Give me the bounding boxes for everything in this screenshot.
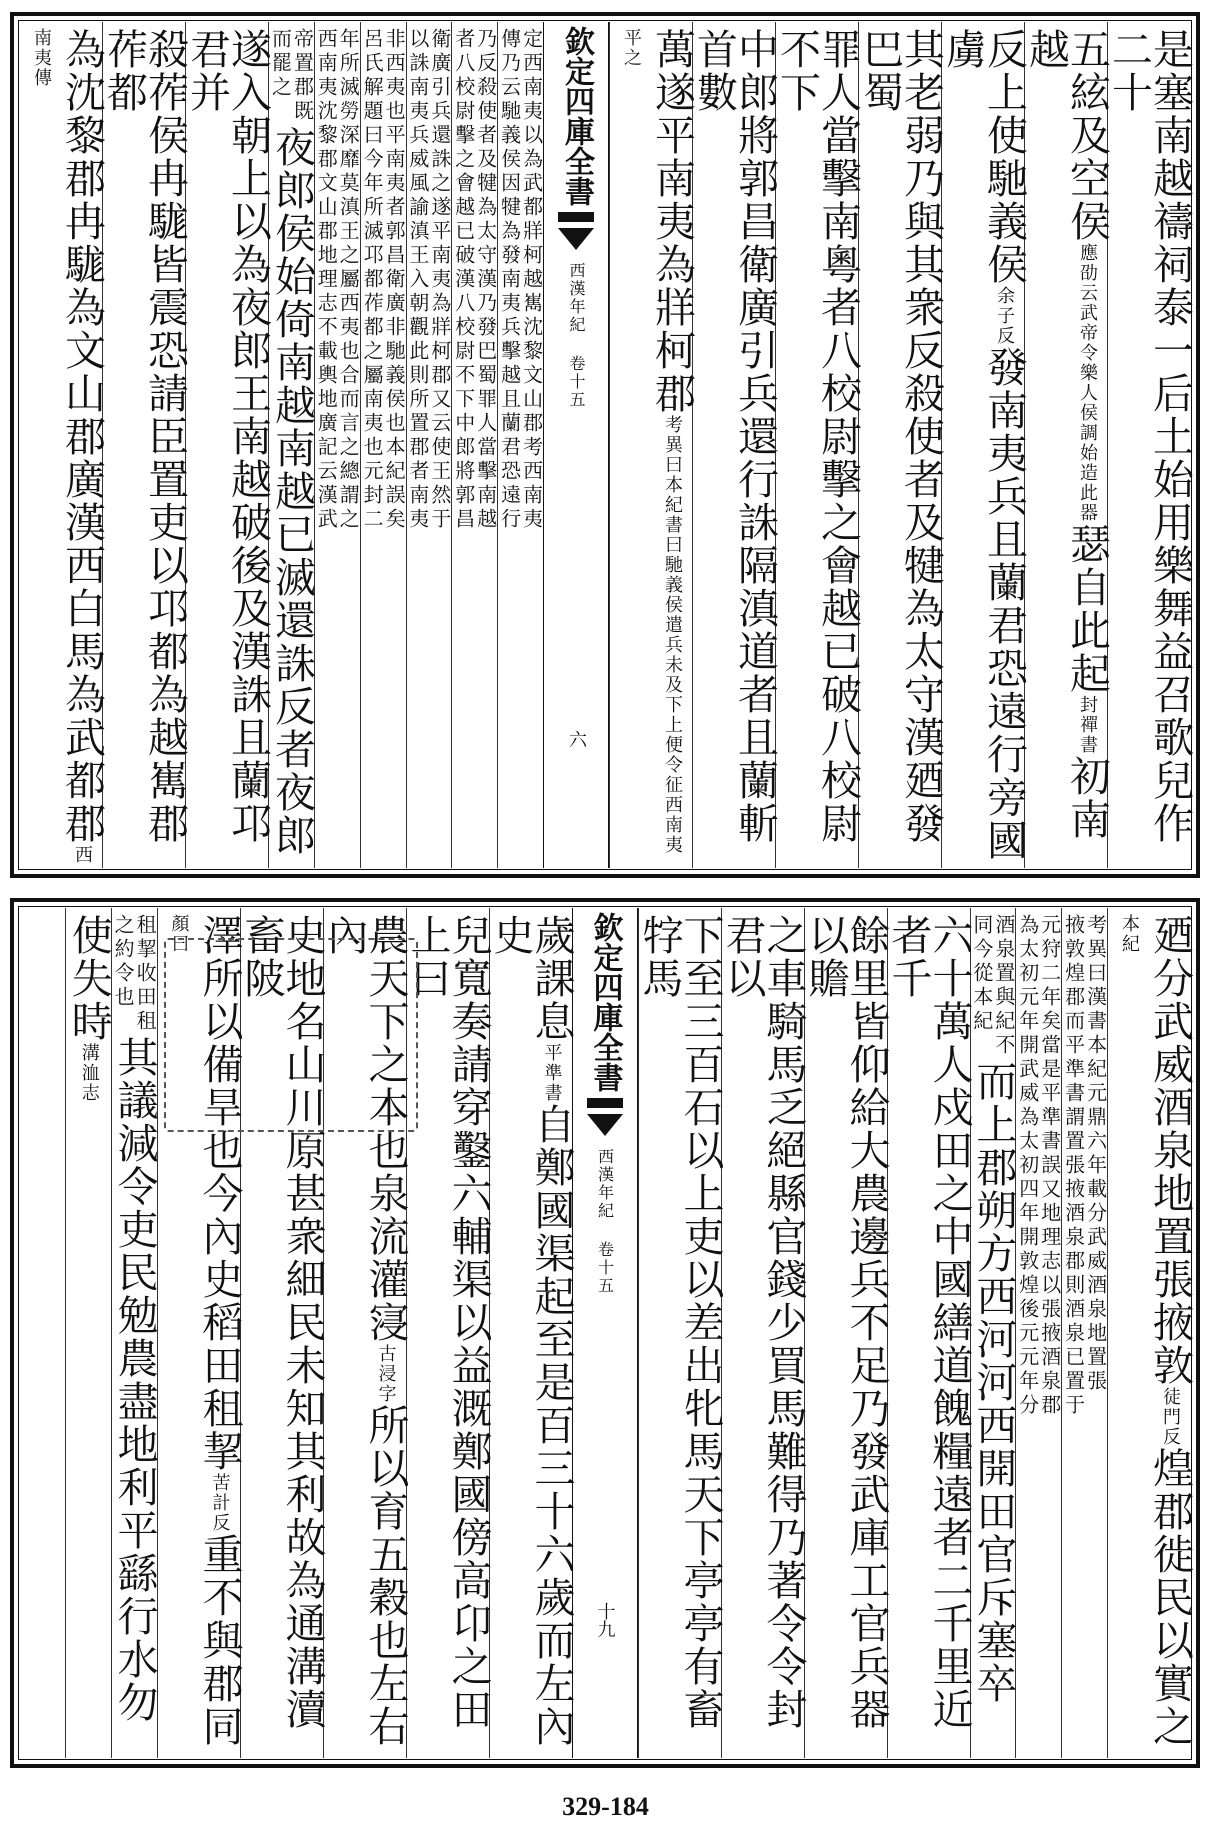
double-note: [268, 22, 315, 124]
lower-col-2: [1061, 908, 1107, 1758]
main-text: 農天下之本也泉流灌寖: [361, 914, 410, 1344]
note-line: 以誅南夷兵威風諭滇王入朝觀此則所置郡者南夷: [405, 28, 430, 532]
main-text: 自鄭國渠起至是百三十六歲而左內史: [486, 914, 576, 1748]
lower-col-3: [1015, 908, 1061, 1758]
text-column: 六十萬人戍田之中國繕道餽糧遠者二千里近者千: [884, 914, 974, 1731]
running-title: 欽定四庫全書: [587, 912, 623, 1092]
lower-col-1: [1107, 908, 1194, 1758]
note-line: 傳乃云馳義侯因犍為發南夷兵擊越且蘭君恐遠行: [497, 28, 522, 532]
main-text: 五絃及空侯: [1063, 28, 1111, 243]
annotation: 考異曰本紀書曰馳義侯遣兵未及下上便令征西南夷平之: [621, 28, 683, 855]
double-note: [1061, 908, 1108, 1758]
upper-col-16: [20, 22, 107, 868]
note-line: 者八校尉擊之會越已破漢八校尉不下中郎將郭昌: [451, 28, 476, 532]
text-column: [64, 908, 113, 1103]
note-line: 掖敦煌郡而平準書謂置張掖酒泉郡則酒泉已置于: [1061, 914, 1086, 1418]
double-note: [360, 22, 407, 868]
text-column: [486, 908, 576, 1758]
upper-page-frame: [10, 12, 1200, 878]
fishtail-mark: [587, 1114, 623, 1136]
upper-col-15: [100, 22, 190, 868]
text-column: [939, 22, 1028, 868]
main-text: 瑟自此起: [1063, 523, 1111, 695]
fold-bar: [587, 1098, 623, 1108]
annotation: 溝洫志: [78, 1043, 100, 1103]
main-text: 所以育五穀也左右內: [320, 914, 410, 1748]
lower-center-fold: [572, 908, 638, 1758]
note-line: 考異曰漢書本紀元鼎六年載分武威酒泉地置張: [1083, 914, 1108, 1394]
upper-col-4: [856, 22, 945, 868]
fishtail-mark: [558, 228, 594, 250]
text-column: 史地名山川原甚衆細民未知其利故為通溝瀆畜陂: [237, 914, 327, 1731]
upper-col-3: [939, 22, 1028, 868]
note-line: 租挈收田租: [133, 914, 158, 1034]
lower-col-7: [718, 908, 808, 1758]
note-line: 非西夷也平南夷者郭昌衛廣非馳義侯也本紀誤矣: [382, 28, 407, 532]
double-note: [497, 22, 544, 868]
text-column: 下至三百石以上吏以差出牝馬天下亭亭有畜牸馬: [635, 914, 725, 1731]
lower-col-15: [65, 908, 111, 1758]
lower-col-9: [486, 908, 576, 1758]
upper-col-9: [451, 22, 497, 868]
double-note: [111, 908, 158, 1034]
main-text: 澤所以備旱也今內史稻田租挈: [195, 914, 244, 1473]
text-column: 中郎將郭昌衛廣引兵還行誅隔滇道者且蘭斬首數: [690, 28, 779, 845]
upper-center-fold: [543, 22, 609, 868]
annotation: 西南夷傳: [31, 28, 94, 865]
upper-col-5: [773, 22, 862, 868]
lower-col-4: [970, 908, 1016, 1758]
note-line: 年所滅勞深靡莫滇王之屬西夷也合而言之總謂之: [336, 28, 361, 532]
note-line: 為太初元年開武威為太初四年開敦煌後元元年分: [1015, 914, 1040, 1418]
main-text: 反上使馳義侯: [980, 28, 1028, 286]
text-column: 遂入朝上以為夜郎王南越破後及漢誅且蘭邛君并: [183, 28, 273, 845]
text-column: 之車騎馬乏絕縣官錢少買馬難得乃著令令封君以: [718, 914, 808, 1731]
lower-col-16: [20, 908, 65, 1758]
text-column: [610, 22, 696, 868]
note-line: 呂氏解題曰今年所滅邛都莋都之屬南夷也元封二: [360, 28, 385, 532]
upper-col-12: [314, 22, 360, 868]
main-text: 為沈黎郡冉駹為文山郡廣漢西白馬為武都郡: [58, 28, 107, 845]
upper-col-13: [268, 22, 314, 868]
main-text: 廼分武威酒泉地置張掖敦: [1146, 914, 1194, 1387]
note-line: 而罷之: [268, 28, 293, 100]
annotation: 顏曰: [168, 914, 190, 954]
note-line: 之約令也: [111, 914, 136, 1010]
note-line: 衛廣引兵還誅之遂平南夷為牂柯郡又云使王然于: [427, 28, 452, 532]
text-column: 餘里皆仰給大農邊兵不足乃發武庫工官兵器以贍: [801, 914, 891, 1731]
upper-col-11: [360, 22, 406, 868]
annotation: 徒門反: [1160, 1387, 1181, 1447]
text-column: 是塞南越禱祠泰一后土始用樂舞益召歌兒作二十: [1105, 28, 1194, 845]
upper-col-1: [1105, 22, 1194, 868]
upper-col-14: [183, 22, 273, 868]
lower-col-5: [884, 908, 974, 1758]
lower-page-frame: [10, 898, 1200, 1768]
volume-label: 西漢年紀 卷十五: [595, 1148, 615, 1295]
main-text: 萬遂平南夷為牂柯郡: [648, 28, 696, 415]
double-note: [451, 22, 498, 868]
mixed-column: [268, 22, 315, 124]
annotation: 應劭云武帝令樂人侯調始造此器: [1077, 243, 1098, 523]
upper-col-10: [406, 22, 452, 868]
note-line: 定西南夷以為武都牂柯越嶲沈黎文山郡考西南夷: [519, 28, 544, 532]
annotation: 平準書: [541, 1043, 563, 1103]
double-note: [1015, 908, 1062, 1758]
annotation: 本紀: [1119, 914, 1140, 954]
text-column: 其議減令吏民勉農盡地利平繇行水勿: [110, 1036, 159, 1724]
fold-bar: [558, 212, 594, 222]
running-title: 欽定四庫全書: [559, 26, 594, 206]
text-column: 罪人當擊南粵者八校尉擊之會越已破八校尉不下: [773, 28, 862, 845]
main-text: 使失時: [64, 914, 113, 1043]
upper-page-columns: [20, 22, 1194, 868]
main-text: 初南越: [1022, 28, 1111, 841]
note-line: 乃反殺使者及犍為太守漢乃發巴蜀罪人當擊南越: [473, 28, 498, 532]
upper-col-2: [1022, 22, 1111, 868]
note-line: 酒泉置與紀不: [991, 914, 1016, 1058]
leaf-number: 六: [566, 730, 587, 748]
annotation: 古浸字: [375, 1344, 397, 1404]
upper-col-7: [609, 22, 696, 868]
upper-col-8: [497, 22, 543, 868]
text-column: [1108, 908, 1194, 1758]
text-column: 夜郎侯始倚南越南越已滅還誅反者夜郎: [267, 126, 316, 857]
text-column: 其老弱乃與其衆反殺使者及犍為太守漢廼發巴蜀: [856, 28, 945, 845]
annotation: 余子反: [994, 286, 1015, 346]
main-text: 歲課息: [527, 914, 576, 1043]
main-text: 發南夷兵且蘭君恐遠行旁國虜: [939, 28, 1028, 862]
text-column: 殺莋侯冉駹皆震恐請臣置吏以邛都為越嶲郡莋都: [100, 28, 190, 845]
double-note: [314, 22, 361, 868]
note-line: 帝置郡既: [290, 28, 315, 124]
text-column: [20, 22, 107, 868]
lower-col-6: [801, 908, 891, 1758]
page-number: 329-184: [562, 1792, 649, 1821]
leaf-number: 十九: [594, 1602, 616, 1638]
text-column: 而上郡朔方西河河西開田官斥塞卒: [969, 1060, 1018, 1705]
double-note: [969, 908, 1016, 1058]
volume-label: 西漢年紀 卷十五: [567, 262, 586, 409]
double-note: [405, 22, 452, 868]
collector-seal-impression: [164, 938, 418, 1132]
lower-col-14: [111, 908, 157, 1758]
text-column: [1022, 22, 1111, 868]
note-line: 同今從本紀: [969, 914, 994, 1034]
main-text: 重不與郡同: [195, 1533, 244, 1748]
upper-col-6: [690, 22, 779, 868]
text-column: 兒寬奏請穿鑿六輔渠以益溉鄭國傍高卬之田上曰: [403, 914, 493, 1731]
note-line: 西南夷沈黎郡文山郡地理志不載輿地廣記云漢武: [314, 28, 339, 532]
note-line: 元狩二年矣當是平準書誤又地理志以張掖酒泉郡: [1037, 914, 1062, 1418]
annotation: 封禪書: [1077, 695, 1098, 755]
lower-col-8: [635, 908, 725, 1758]
main-text: 煌郡徙民以實之: [1146, 1447, 1194, 1748]
annotation: 苦計反: [209, 1473, 231, 1533]
